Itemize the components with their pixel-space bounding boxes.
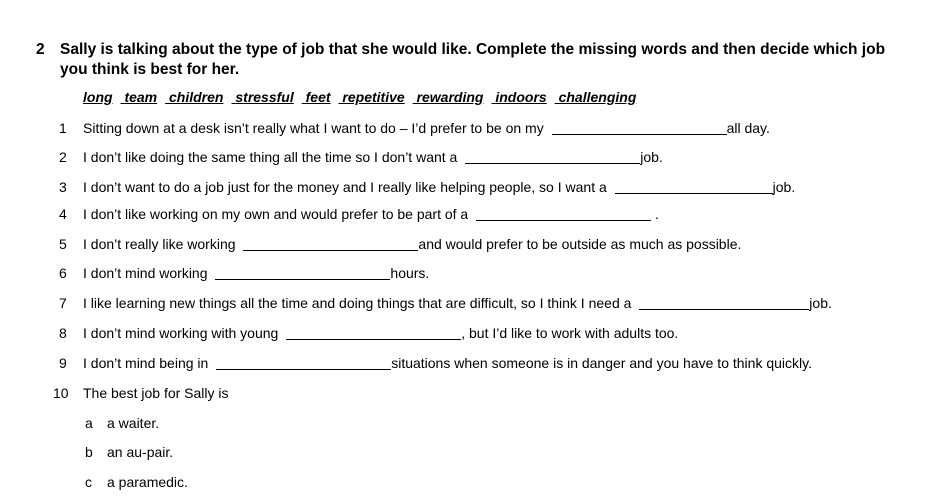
word-bank-item: stressful [235,89,294,105]
item-number: 10 [53,385,69,401]
option-letter: a [85,415,93,431]
option-c[interactable] [85,474,188,490]
word-bank-item: long [83,89,113,105]
item-number: 3 [59,179,67,195]
option-letter: b [85,444,93,460]
option-letter: c [85,474,92,490]
item-text-after: hours. [390,265,430,281]
item-9 [59,355,812,371]
option-text: a waiter. [107,415,160,431]
item-text-after: all day. [726,120,770,136]
item-text-after: job. [640,149,663,165]
item-text-after: and would prefer to be outside as much as possible. [418,236,742,252]
option-text: an au-pair. [107,444,174,460]
item-10 [53,385,229,401]
item-text-before: I don’t mind working with young [83,325,279,341]
item-text-before: I don’t really like working [83,236,236,252]
item-number: 5 [59,236,67,252]
item-number: 2 [59,149,67,165]
item-text-after: job. [772,179,796,195]
answer-blank[interactable] [476,206,651,221]
word-bank-item: team [124,89,158,105]
item-3 [59,179,796,195]
word-bank-item: challenging [558,89,637,105]
item-text-after: job. [809,295,832,311]
question-instruction: Sally is talking about the type of job that she would like. Complete the missing words and then decide which job you think is best for her. [60,41,886,78]
answer-blank[interactable] [615,179,773,194]
item-number: 7 [59,295,67,311]
item-5 [59,236,742,252]
item-text-before: I don’t like doing the same thing all the time so I don’t want a [83,149,458,165]
option-b[interactable] [85,444,173,460]
word-bank-item: repetitive [342,89,405,105]
answer-blank[interactable] [215,265,390,280]
item-text-after: . [651,206,659,222]
item-2 [59,149,663,165]
item-number: 6 [59,265,67,281]
item-text-before: I don’t want to do a job just for the money and I really like helping people, so I want a [83,179,607,195]
item-text-before: I don’t like working on my own and would prefer to be part of a [83,206,469,222]
item-text-before: Sitting down at a desk isn’t really what I want to do – I’d prefer to be on my [83,120,544,136]
word-bank-item: indoors [495,89,547,105]
item-number: 1 [59,120,67,136]
item-4 [59,206,659,222]
word-bank-item: rewarding [416,89,484,105]
item-text-after: , but I’d like to work with adults too. [461,325,679,341]
item-1 [59,120,770,136]
word-bank-item: feet [305,89,331,105]
item-7 [59,295,832,311]
word-bank [83,89,636,105]
answer-blank[interactable] [216,355,391,370]
item-6 [59,265,430,281]
answer-blank[interactable] [552,120,727,135]
question-number: 2 [36,41,45,58]
item-text-after: situations when someone is in danger and you have to think quickly. [391,355,812,371]
word-bank-item: children [169,89,224,105]
item-8 [59,325,679,341]
item-text-before: I don’t mind being in [83,355,209,371]
answer-blank[interactable] [243,236,418,251]
answer-blank[interactable] [286,325,461,340]
option-text: a paramedic. [107,474,188,490]
item-text-before: I don’t mind working [83,265,208,281]
item-number: 9 [59,355,67,371]
item-text-before: I like learning new things all the time and doing things that are difficult, so I think I need a [83,295,632,311]
item-text-before: The best job for Sally is [83,385,229,401]
item-number: 8 [59,325,67,341]
answer-blank[interactable] [465,149,640,164]
option-a[interactable] [85,415,159,431]
answer-blank[interactable] [639,295,809,310]
item-number: 4 [59,206,67,222]
